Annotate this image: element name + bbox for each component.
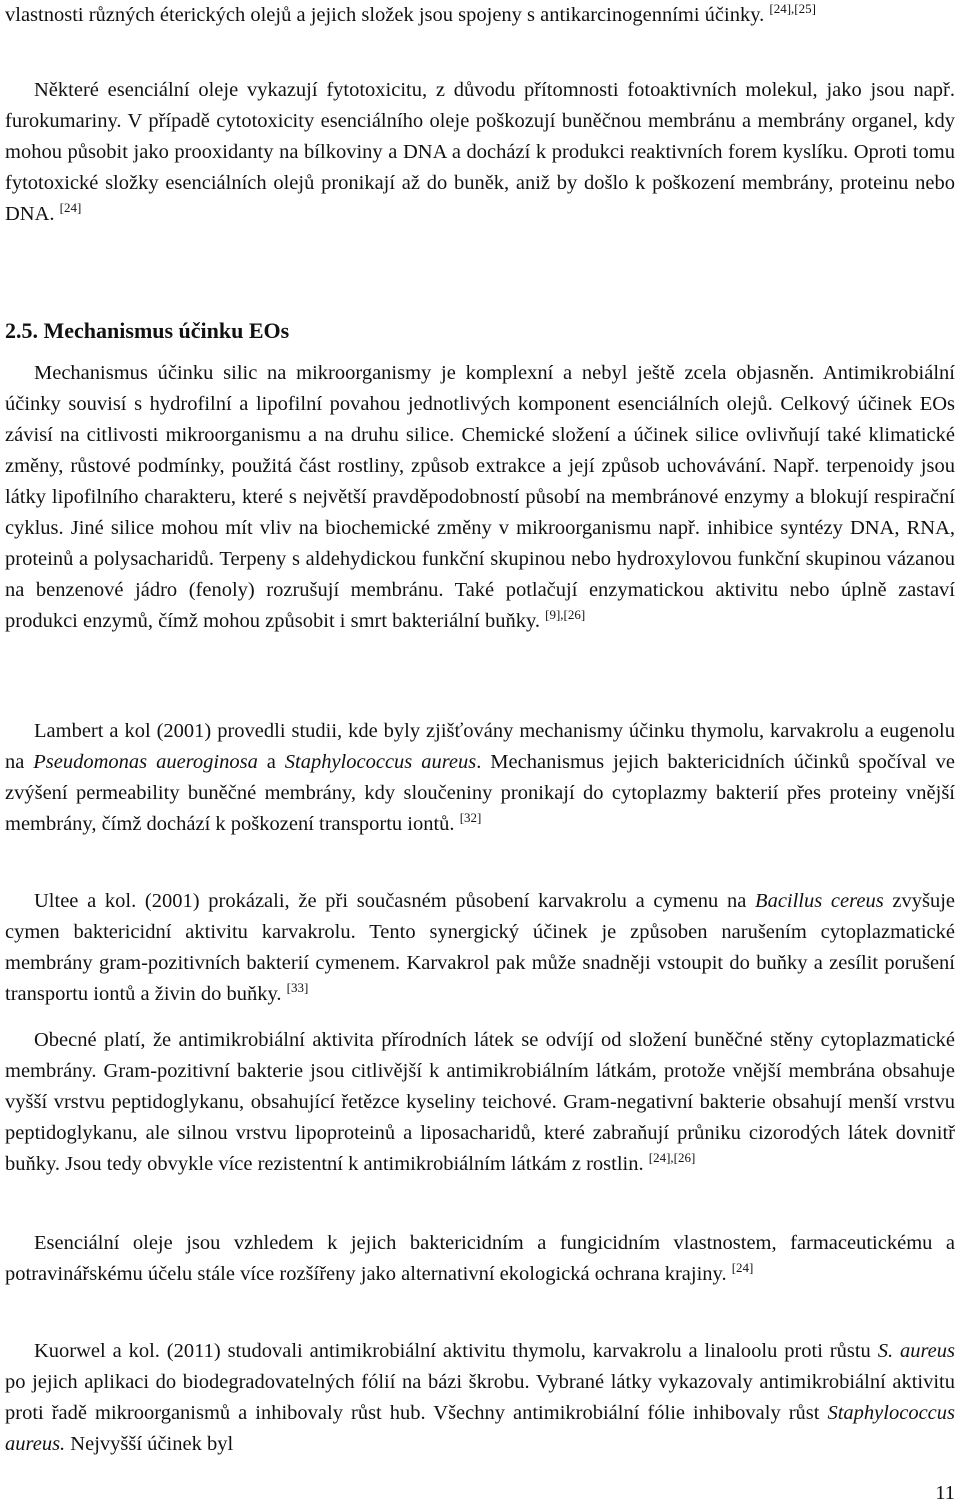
- paragraph-text: Obecné platí, že antimikrobiální aktivita přírodních látek se odvíjí od složení buněčné stěny cytoplazmatické membrány. Gram-pozitivní bakterie jsou citlivější k antimikrobiálním látkám, protože vnější membrána obsahuje vyšší vrstvu peptidoglykanu, obsahující řetězce kyseliny teichové. Gram-negativní bakterie obsahují menší vrstvu peptidoglykanu, ale silnou vrstvu lipoproteinů a liposacharidů, které zabraňují průniku cizorodých látek dovnitř buňky. Jsou tedy obvykle více rezistentní k antimikrobiálním látkám z rostlin.: [5, 1029, 955, 1175]
- paragraph-text: Ultee a kol. (2001) prokázali, že při současném působení karvakrolu a cymenu na: [34, 890, 756, 912]
- paragraph-continuation: [5, 0, 955, 31]
- paragraph-text: Esenciální oleje jsou vzhledem k jejich baktericidním a fungicidním vlastnostem, farmaceutickému a potravinářskému účelu stále více rozšířeny jako alternativní ekologická ochrana krajiny.: [5, 1232, 955, 1285]
- paragraph-text: Lambert a kol (2001) provedli studii, kde byly zjišťovány mechanismy účinku thymolu, karvakrolu a eugenolu na: [5, 720, 955, 773]
- citation: [24],[26]: [648, 1150, 696, 1165]
- citation: [24],[25]: [769, 1, 816, 16]
- paragraph-obecne: [5, 1025, 955, 1180]
- paragraph-text: a: [257, 751, 285, 773]
- section-heading: 2.5. Mechanismus účinku EOs: [5, 318, 290, 343]
- species-name: Pseudomonas aueroginosa: [33, 751, 258, 773]
- page-number: 11: [935, 1482, 955, 1504]
- citation: [24]: [731, 1260, 754, 1275]
- paragraph-kuorwel: [5, 1336, 955, 1460]
- paragraph-text: . Mechanismus jejich baktericidních účinků spočíval ve zvýšení permeability buněčné membrány, kdy sloučeniny pronikají do cytoplazmy bakterií přes proteiny vnější membrány, čímž dochází k poškození transportu iontů.: [5, 751, 956, 835]
- paragraph-text: Mechanismus účinku silic na mikroorganismy je komplexní a nebyl ještě zcela objasněn. Antimikrobiální účinky souvisí s hydrofilní a lipofilní povahou jednotlivých komponent esenciálních olejů. Celkový účinek EOs závisí na citlivosti mikroorganismu a na druhu silice. Chemické složení a účinek silice ovlivňují také klimatické změny, růstové podmínky, použitá část rostliny, způsob extrakce a její způsob uchovávání. Např. terpenoidy jsou látky lipofilního charakteru, které s největší pravděpodobností působí na membránové enzymy a blokují respirační cyklus. Jiné silice mohou mít vliv na biochemické změny v mikroorganismu např. inhibice syntézy DNA, RNA, proteinů a polysacharidů. Terpeny s aldehydickou funkční skupinou nebo hydroxylovou funkční skupinou vázanou na benzenové jádro (fenoly) rozrušují membránu. Také potlačují enzymatickou aktivitu nebo úplně zastaví produkci enzymů, čímž mohou způsobit i smrt bakteriální buňky.: [5, 362, 955, 632]
- paragraph-esencialni: [5, 1228, 955, 1290]
- paragraph-mechanismus: [5, 358, 955, 637]
- citation: [24]: [59, 200, 82, 215]
- citation: [32]: [459, 810, 482, 825]
- paragraph-fytotoxicita: [5, 75, 955, 230]
- paragraph-text: Některé esenciální oleje vykazují fytotoxicitu, z důvodu přítomnosti fotoaktivních molekul, jako jsou např. furokumariny. V případě cytotoxicity esenciálního oleje poškozují buněčnou membránu a membrány organel, kdy mohou působit jako prooxidanty na bílkoviny a DNA a dochází k produkci reaktivních forem kyslíku. Oproti tomu fytotoxické složky esenciálních olejů pronikají až do buněk, aniž by došlo k poškození membrány, proteinu nebo DNA.: [5, 79, 955, 225]
- citation: [9],[26]: [545, 607, 586, 622]
- species-name: S. aureus: [877, 1340, 956, 1362]
- paragraph-lambert: [5, 716, 955, 840]
- paragraph-text: zvyšuje cymen baktericidní aktivitu karvakrolu. Tento synergický účinek je způsoben narušením cytoplazmatické membrány gram-pozitivních bakterií cymenem. Karvakrol pak může snadněji vstoupit do buňky a zesílit porušení transportu iontů a živin do buňky.: [5, 890, 956, 1005]
- paragraph-text: Kuorwel a kol. (2011) studovali antimikrobiální aktivitu thymolu, karvakrolu a linaloolu proti růstu: [34, 1340, 878, 1362]
- species-name: Staphylococcus aureus.: [5, 1402, 955, 1455]
- paragraph-text: Nejvyšší účinek byl: [65, 1433, 234, 1455]
- species-name: Staphylococcus aureus: [284, 751, 477, 773]
- paragraph-text: po jejich aplikaci do biodegradovatelných fólií na bázi škrobu. Vybrané látky vykazovaly antimikrobiální aktivitu proti řadě mikroorganismů a inhibovaly růst hub. Všechny antimikrobiální fólie inhibovaly růst: [5, 1371, 955, 1424]
- paragraph-ultee: [5, 886, 955, 1010]
- paragraph-text: vlastnosti různých éterických olejů a jejich složek jsou spojeny s antikarcinogenními účinky.: [5, 4, 765, 26]
- species-name: Bacillus cereus: [755, 890, 884, 912]
- citation: [33]: [286, 980, 309, 995]
